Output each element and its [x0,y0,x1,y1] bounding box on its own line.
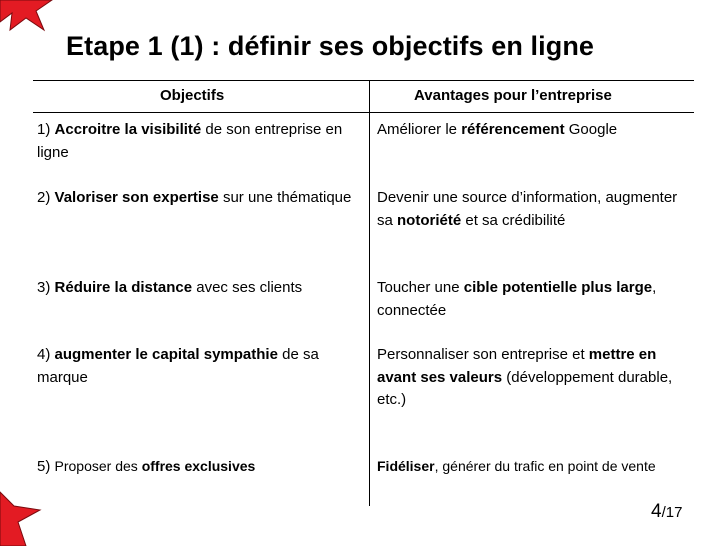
table-row-1-objectif: 1) Accroitre la visibilité de son entreprise en ligne [37,121,343,161]
table-column-divider [369,80,370,506]
table-header-divider [33,112,694,113]
star-corner-bottom-left [0,484,42,546]
table-row-5-objectif: 5) Proposer des offres exclusives [37,458,256,475]
column-header-objectifs: Objectifs [160,87,225,104]
star-corner-top-left [0,0,60,60]
table-row-2-objectif: 2) Valoriser son expertise sur une thématique [37,189,352,206]
table-row-3-avantage: Toucher une cible potentielle plus large, connectée [377,279,657,319]
table-row-3-objectif: 3) Réduire la distance avec ses clients [37,279,303,296]
slide-title: Etape 1 (1) : définir ses objectifs en ligne [66,31,595,61]
table-row-5-avantage: Fidéliser, générer du trafic en point de vente [377,458,656,474]
page-number: 4/17 [651,501,683,522]
table-row-2-avantage: Devenir une source d’information, augmenter sa notoriété et sa crédibilité [377,189,678,229]
table-row-4-objectif: 4) augmenter le capital sympathie de sa marque [37,346,319,386]
column-header-avantages: Avantages pour l’entreprise [414,87,612,104]
table-top-border [33,80,694,81]
table-row-1-avantage: Améliorer le référencement Google [377,121,618,138]
table-row-4-avantage: Personnaliser son entreprise et mettre en avant ses valeurs (développement durable, etc.) [377,346,673,408]
